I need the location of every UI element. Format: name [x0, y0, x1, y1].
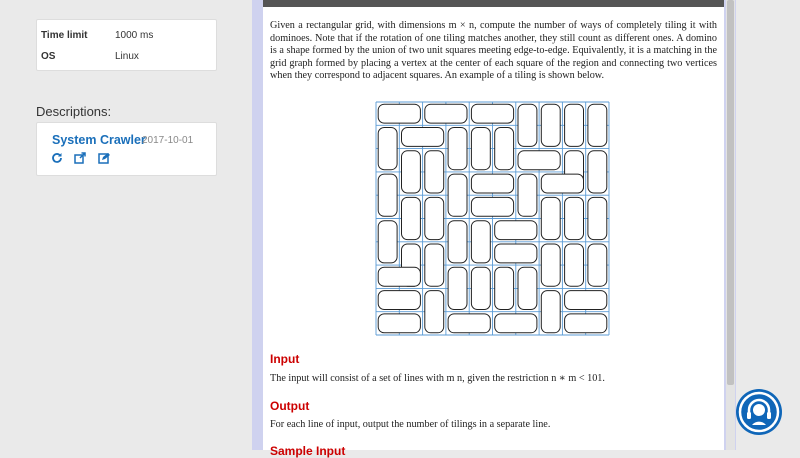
domino: [378, 104, 420, 123]
domino: [378, 174, 397, 216]
domino: [471, 174, 513, 193]
domino: [448, 221, 467, 263]
domino: [565, 291, 607, 310]
domino: [425, 151, 444, 193]
domino: [378, 291, 420, 310]
problem-statement: [263, 0, 724, 458]
domino: [495, 244, 537, 263]
domino: [378, 221, 397, 263]
domino: [495, 314, 537, 333]
domino: [471, 221, 490, 263]
domino: [495, 128, 514, 170]
domino: [565, 104, 584, 146]
domino: [448, 314, 490, 333]
time-limit-label: Time limit: [41, 30, 88, 41]
domino: [378, 314, 420, 333]
domino: [402, 128, 444, 147]
author-link[interactable]: System Crawler: [52, 133, 146, 147]
description-date: 2017-10-01: [142, 135, 194, 146]
os-value: Linux: [115, 51, 139, 62]
description-actions: [51, 151, 117, 169]
domino: [425, 244, 444, 286]
domino: [541, 197, 560, 239]
refresh-icon[interactable]: [51, 151, 63, 163]
domino: [518, 151, 560, 170]
domino: [402, 197, 421, 239]
scrollbar[interactable]: [726, 0, 735, 450]
domino: [541, 104, 560, 146]
external-link-icon[interactable]: [74, 151, 86, 163]
input-heading: Input: [270, 352, 300, 366]
domino: [565, 197, 584, 239]
domino: [425, 197, 444, 239]
domino: [378, 128, 397, 170]
domino: [541, 174, 583, 193]
domino: [541, 244, 560, 286]
input-text: The input will consist of a set of lines with m n, given the restriction n ∗ m < 101.: [270, 373, 605, 384]
domino: [588, 197, 607, 239]
domino: [471, 128, 490, 170]
domino: [565, 314, 607, 333]
domino: [448, 128, 467, 170]
domino: [402, 151, 421, 193]
output-text: For each line of input, output the number of tilings in a separate line.: [270, 419, 551, 430]
descriptions-heading: Descriptions:: [36, 104, 112, 119]
domino: [448, 174, 467, 216]
domino: [425, 104, 467, 123]
problem-intro: Given a rectangular grid, with dimensions m × n, compute the number of ways of completely tiling it with dominoes. Note that if the rotation of one tiling matches another, they still count as different ones. A domino is a shape formed by the union of two unit squares meeting edge-to-edge. Equivalently, it is a matching in the grid graph formed by placing a vertex at the center of each square of the region and connecting two vertices when they correspond to adjacent squares. An example of a tiling is shown below.: [270, 20, 717, 81]
header-bar: [263, 0, 724, 7]
description-card: [36, 122, 217, 176]
tiling-diagram: [375, 101, 610, 336]
domino: [518, 104, 537, 146]
domino: [565, 244, 584, 286]
domino: [588, 151, 607, 193]
os-label: OS: [41, 51, 56, 62]
domino: [541, 291, 560, 333]
headset-icon: [736, 389, 782, 435]
domino: [471, 104, 513, 123]
domino: [495, 221, 537, 240]
edit-icon[interactable]: [98, 151, 110, 163]
chat-support-button[interactable]: [736, 389, 782, 435]
domino: [471, 267, 490, 309]
domino: [448, 267, 467, 309]
domino: [518, 174, 537, 216]
domino: [518, 267, 537, 309]
problem-info-card: [36, 19, 217, 71]
time-limit-value: 1000 ms: [115, 30, 154, 41]
domino: [588, 244, 607, 286]
tiling-figure: [375, 101, 610, 341]
domino: [378, 267, 420, 286]
sample-input-heading: Sample Input: [270, 444, 346, 458]
domino: [425, 291, 444, 333]
scrollbar-thumb[interactable]: [727, 0, 734, 385]
domino: [471, 197, 513, 216]
domino: [495, 267, 514, 309]
output-heading: Output: [270, 399, 310, 413]
domino: [588, 104, 607, 146]
